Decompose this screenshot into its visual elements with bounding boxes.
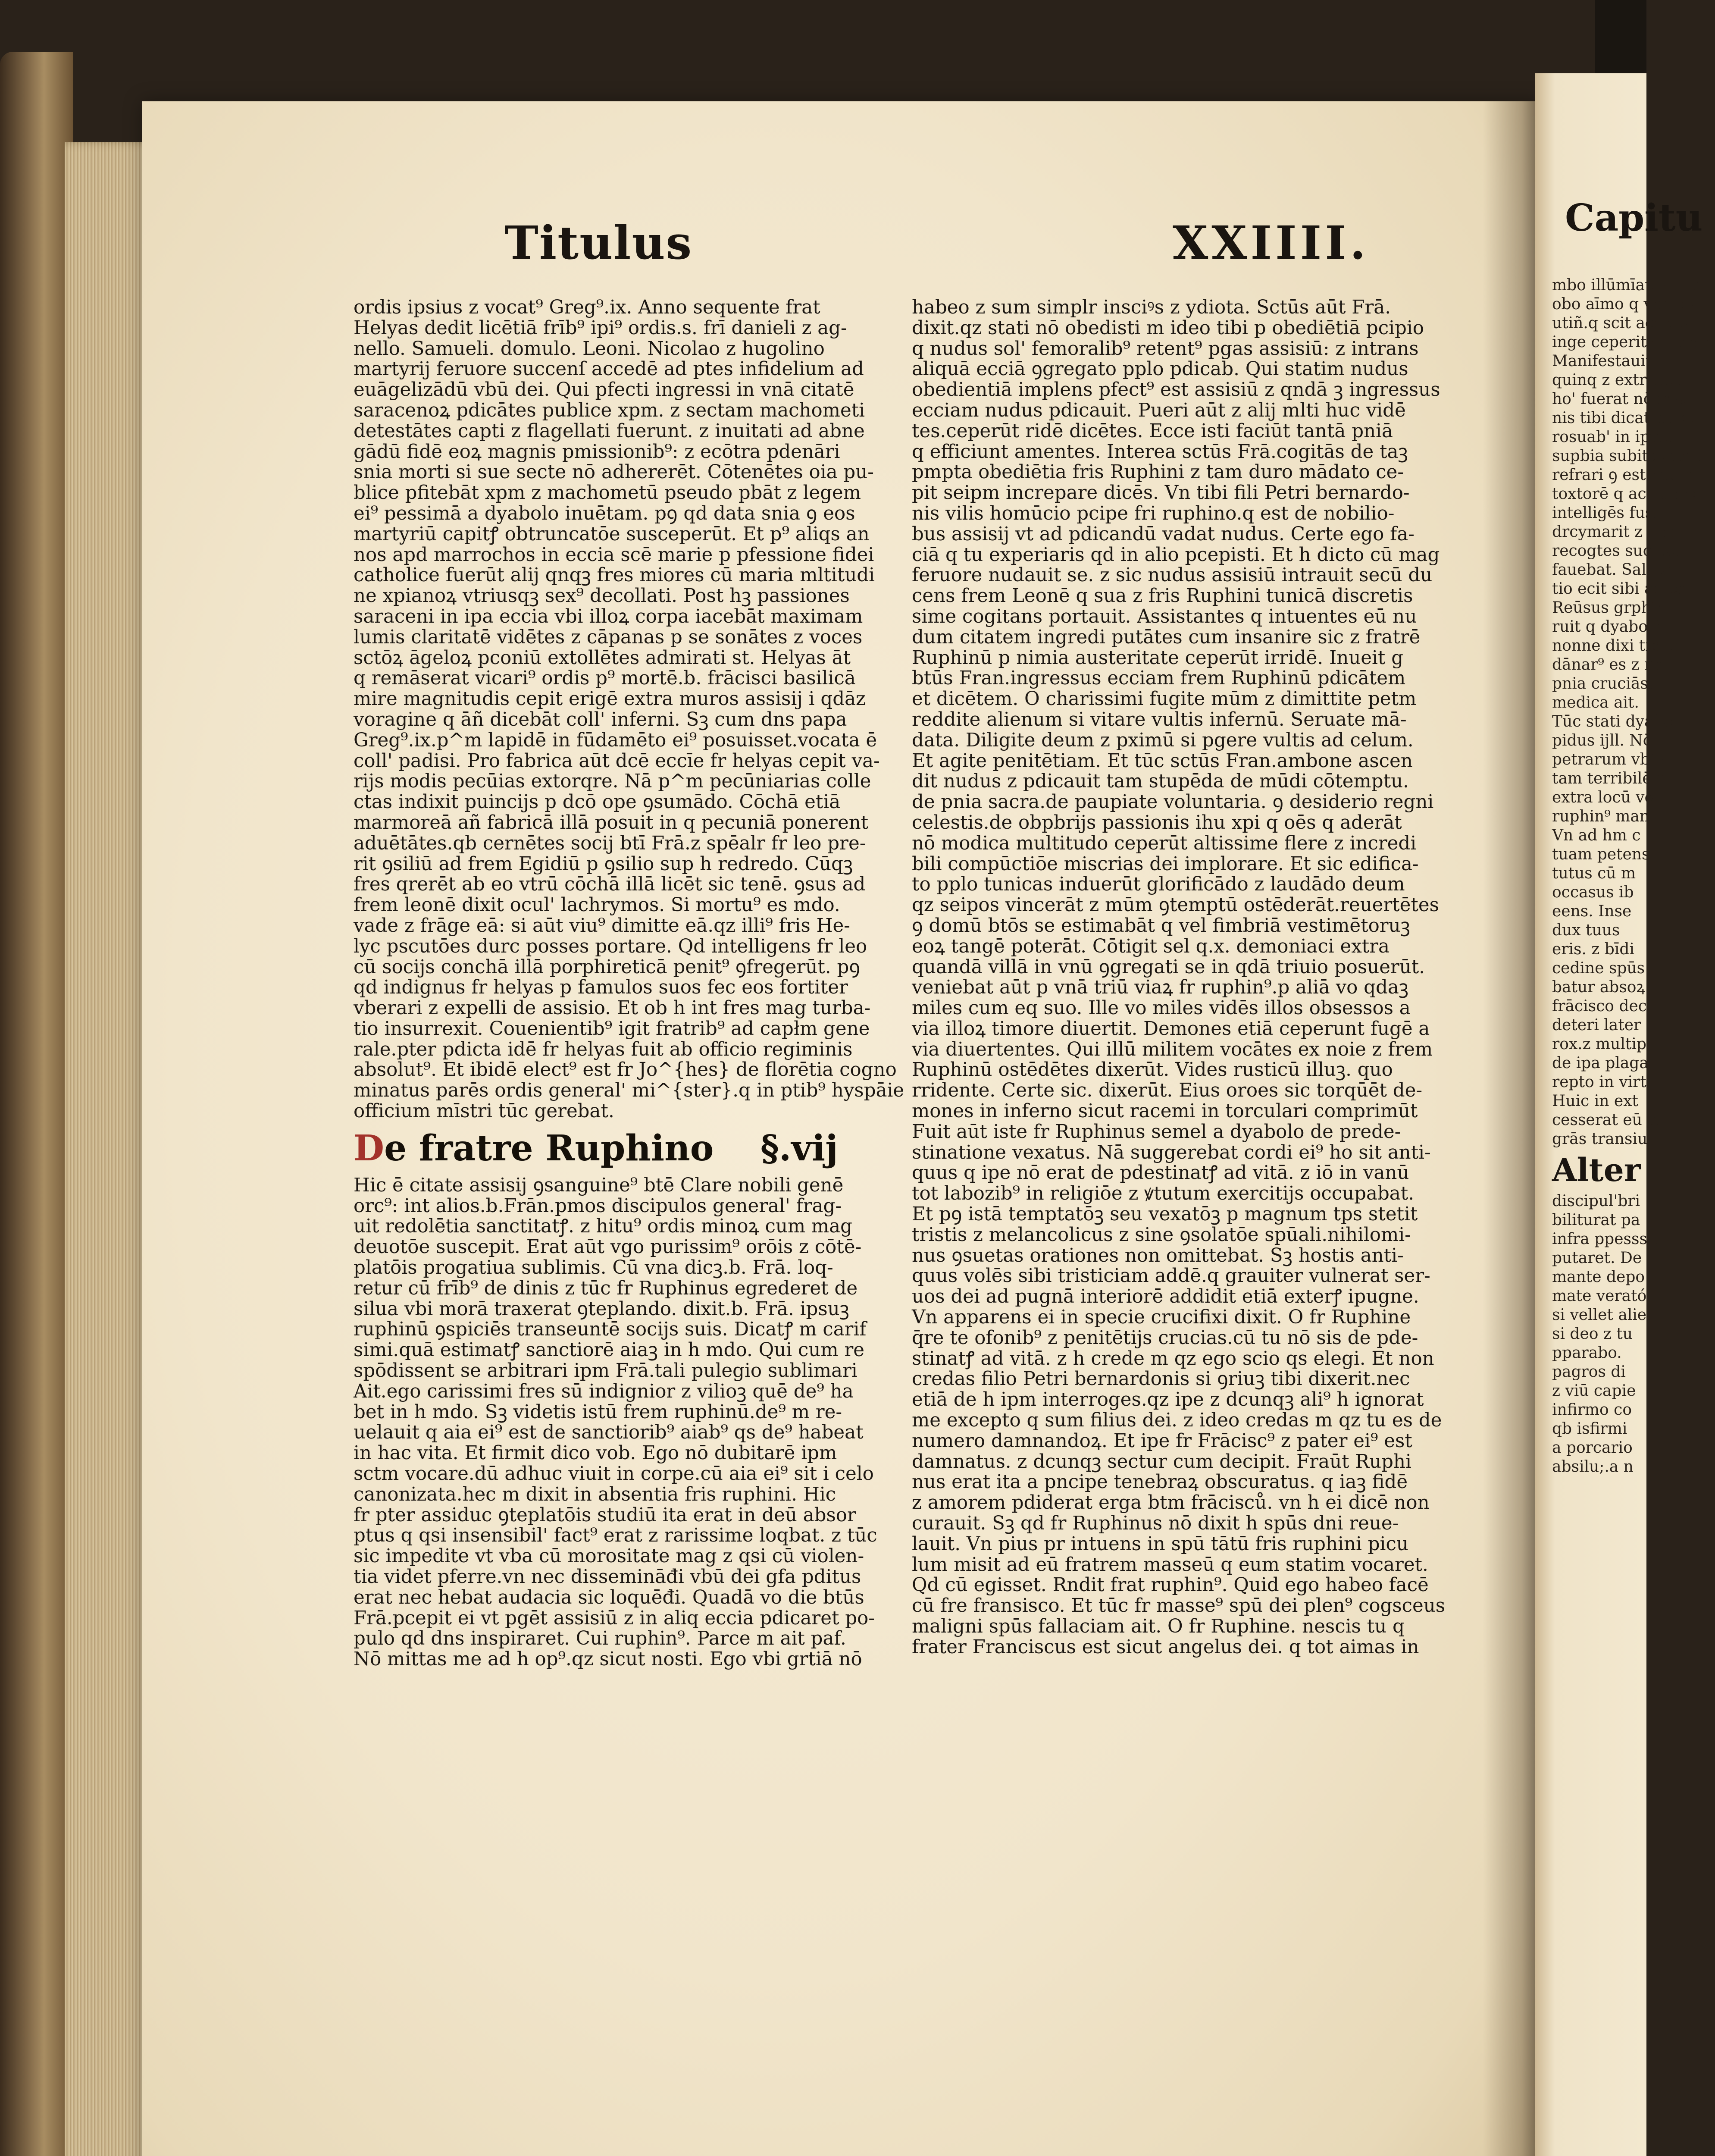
text-line: lyc pscutōes durc posses portare. Qd intelligens fr leo [354,935,867,957]
text-line: quus q ipe nō erat de pdestinatꝭ ad vitā. z iō in vanū [912,1162,1409,1184]
left-text-column [354,297,904,1670]
next-page-lines-after [1552,1192,1658,1476]
text-line: orc⁹: int alios.b.Frān.pmos discipulos general' frag- [354,1195,842,1217]
text-line: q̄re te ofonib⁹ z penitētijs crucias.cū tu nō sis de pde- [912,1327,1418,1349]
text-line: tot labozib⁹ in religiōe z ꝟtutum exercitijs occupabat. [912,1183,1415,1205]
text-line: nos apd marrochos in eccia scē marie p pfessione fidei [354,544,874,566]
text-line: Et agite penitētiam. Et tūc sctūs Fran.ambone ascen [912,750,1413,772]
text-line: toxtorē q accideret [1552,485,1702,503]
section-heading-number: §.vij [760,1127,838,1169]
text-line: snia morti si sue secte nō adhererēt. Cōtenētes oia pu- [354,461,874,483]
text-line: eoꝝ tangē poterāt. Cōtigit sel q.x. demoniaci extra [912,935,1390,957]
text-line: spōdissent se arbitrari ipm Frā.tali pulegio sublimari [354,1360,858,1382]
text-line: repto in virtu [1552,1073,1656,1091]
text-line: via diuertentes. Qui illū militem vocātes ex noie z frem [912,1038,1433,1060]
text-line: veniebat aūt p vnā triū viaꝝ fr ruphin⁹.p aliā vo qdaꝫ [912,977,1409,999]
text-line: recogtes suo ocul [1552,542,1690,560]
text-line: Frā.pcepit ei vt pgēt assisiū z in aliq eccia pdicaret po- [354,1607,875,1629]
text-line: nello. Samueli. domulo. Leoni. Nicolao z hugolino [354,338,825,360]
running-head-left: Titulus [504,216,693,270]
text-line: Vn apparens ei in specie crucifixi dixit. O fr Ruphine [912,1307,1411,1329]
text-line: petrarum vbi a [1552,751,1669,768]
text-line: q remāserat vicari⁹ ordis p⁹ mortē.b. frācisci basilicā [354,667,856,689]
text-line: ruphin⁹ man [1552,808,1649,825]
text-line: erat nec hebat audacia sic loquēđi. Quadā vo die btūs [354,1586,864,1608]
text-line: stinatione vexatus. Nā suggerebat cordi ei⁹ ho sit anti- [912,1141,1431,1163]
text-line: z viū capie [1552,1382,1636,1400]
text-line: q efficiunt amentes. Interea sctūs Frā.cogitās de taꝫ [912,441,1408,463]
text-line: Ruphinū p nimia austeritate ceperūt irridē. Inueit g [912,647,1404,669]
text-line: Reūsus grphini [1552,599,1671,617]
text-line: saraceni in ipa eccia vbi illoꝝ corpa iacebāt maximam [354,605,863,627]
text-line: fauebat. Salutat [1552,561,1678,579]
next-page-running-head: Capitu [1565,196,1703,240]
text-line: qz seipos vincerāt z mūm ꝯtemptū ostēderāt.reuertētes [912,894,1439,916]
text-line: saracenoꝝ pdicātes publice xpm. z sectam machometi [354,399,865,421]
text-line: ne xpianoꝝ vtriusqꝫ sex⁹ decollati. Post hꝫ passiones [354,585,850,607]
text-line: Nō mittas me ad h op⁹.qz sicut nosti. Ego vbi grtiā nō [354,1648,862,1670]
text-line: refrari ꝯ est huani [1552,466,1695,484]
text-line: eens. Inse [1552,903,1632,920]
text-line: et dicētem. O charissimi fugite mūm z dimittite petm [912,688,1417,710]
text-line: ho' fuerat nō rps. [1552,390,1688,408]
text-line: biliturat pa [1552,1211,1640,1229]
text-line: dixit.qz stati nō obedisti m ideo tibi p obediētiā pcipio [912,317,1424,339]
text-line: q nudus sol' femoralib⁹ retent⁹ pgas assisiū: z intrans [912,338,1419,360]
text-line: ciā q tu experiaris qd in alio pcepisti. Et h dicto cū mag [912,544,1440,566]
text-line: pnia cruciās. [1552,675,1653,693]
text-line: de pnia sacra.de paupiate voluntaria. ꝯ desiderio regni [912,791,1434,813]
text-line: aliquā ecciā ꝯgregato pplo pdicab. Qui statim nudus [912,358,1408,380]
text-line: numero damnandoꝝ. Et ipe fr Frācisc⁹ z pater ei⁹ est [912,1430,1412,1452]
text-line: btūs Fran.ingressus ecciam frem Ruphinū pdicātem [912,667,1406,689]
text-line: ruphinū ꝯspiciēs transeuntē socijs suis. Dicatꝭ m carif [354,1319,867,1341]
text-line: rijs modis pecūias extorqre. Nā p^m pecūniarias colle [354,771,871,793]
text-line: sctōꝝ āgeloꝝ pconiū extollētes admirati st. Helyas āt [354,647,851,669]
text-line: inge ceperit clamare [1552,333,1715,351]
text-line: nus ꝯsuetas orationes non omittebat. Sꝫ hostis anti- [912,1244,1404,1266]
text-line: drcymarit z fletin [1552,523,1688,541]
text-line: extra locū vert [1552,789,1668,806]
text-line: martyriū capitꝭ obtruncatōe susceperūt. Et p⁹ aliqs an [354,523,870,545]
text-line: tia videt pferre.vn nec dissemināđi vbū dei gfa pditus [354,1566,861,1588]
text-line: sctm vocare.dū adhuc viuit in corpe.cū aia ei⁹ sit i celo [354,1463,874,1485]
text-line: qd indignus fr helyas p famulos suos fec eos fortiter [354,977,848,999]
text-line: obo aīmo q veniās [1552,295,1694,313]
text-line: nonne dixi tibi c [1552,637,1679,655]
text-line: pparabo. [1552,1344,1622,1362]
text-line: minatus parēs ordis general' mi^{ster}.q in ptib⁹ hyspāie [354,1080,904,1102]
text-line: lum misit ad eū fratrem masseū q eum statim vocaret. [912,1554,1428,1576]
text-line: frem leonē dixit ocul' lachrymos. Si mortu⁹ es mdo. [354,894,840,916]
text-line: utiñ.q scit accessit [1552,314,1699,332]
text-line: deteri later [1552,1016,1641,1034]
text-line: dux tuus [1552,921,1620,939]
next-page-section-heading: Alter [1552,1152,1641,1189]
text-line: Vn ad hm c [1552,827,1641,844]
text-line: Tūc stati dyabo [1552,713,1673,730]
text-line: pulo qd dns inspiraret. Cui ruphin⁹. Parce m ait paf. [354,1628,846,1650]
text-line: pidus ijll. Nō [1552,732,1652,749]
text-line: detestātes capti z flagellati fuerunt. z inuitati ad abne [354,420,865,442]
text-line: Ait.ego carissimi fres sū indignior z vilioꝫ quē de⁹ ha [354,1380,854,1402]
text-line: platōis progatiua sublimis. Cū vna dicꝫ.b. Frā. loq- [354,1257,833,1279]
text-line: Ruphinū ostēdētes dixerūt. Vides rusticū illuꝫ. quo [912,1059,1393,1081]
text-line: Huic in ext [1552,1092,1638,1110]
text-line: miles cum eq suo. Ille vo miles vidēs illos obsessos a [912,997,1411,1019]
text-line: tio insurrexit. Couenientib⁹ igit fratrib⁹ ad capłm gene [354,1018,870,1040]
background-top-right [1595,0,1646,73]
text-line: credas filio Petri bernardonis si ꝯriuꝫ tibi dixerit.nec [912,1368,1410,1390]
text-line: lauit. Vn pius pr intuens in spū tātū fris ruphini picu [912,1533,1408,1555]
text-line: tristis z melancolicus z sine ꝯsolatōe spūali.nihilomi- [912,1224,1411,1246]
text-line: rridente. Certe sic. dixerūt. Eius oroes sic torqūēt de- [912,1080,1423,1102]
text-line: rox.z multip [1552,1035,1646,1053]
text-line: mate verató [1552,1287,1647,1305]
text-line: celestis.de obpbrijs passionis ihu xpi q oēs q aderāt [912,812,1402,834]
text-line: rosuab' in ipm.n [1552,428,1680,446]
next-page-lines [1552,276,1715,1149]
text-line: blice pfitebāt xpm z machometū pseudo pbāt z legem [354,482,861,504]
text-line: me excepto q sum filius dei. z ideo credas m qz tu es de [912,1410,1442,1432]
text-line: aduētātes.qb cernētes socij btī Frā.z spēalr fr leo pre- [354,832,866,854]
text-line: si vellet alie [1552,1306,1647,1324]
left-column-text-before-heading [354,297,904,1122]
text-line: dum citatem ingredi putātes cum insanire sic z fratrē [912,626,1421,648]
text-line: putaret. De [1552,1249,1642,1267]
text-line: catholice fuerūt alij qnqꝫ fres miores cū maria mltitudi [354,564,875,586]
text-line: fr pter assiduc ꝯteplatōis studiū ita erat in deū absor [354,1504,856,1526]
text-line: deuotōe suscepit. Erat aūt vgo purissim⁹ orōis z cōtē- [354,1236,862,1258]
text-line: curauit. Sꝫ qd fr Ruphinus nō dixit h spūs dni reue- [912,1513,1399,1535]
right-column-text [912,297,1446,1658]
text-line: simi.quā estimatꝭ sanctiorē aiaꝫ in h mdo. Qui cum re [354,1339,865,1361]
text-line: absilu;.a n [1552,1458,1634,1476]
text-line: euāgelizādū vbū dei. Qui pfecti ingressi in vnā citatē [354,379,854,401]
text-line: Hic ē citate assisij ꝯsanguine⁹ btē Clare nobili genē [354,1174,844,1196]
text-line: mante depo [1552,1268,1645,1286]
book-cover-left [0,52,73,2156]
text-line: eris. z bīdi [1552,940,1634,958]
text-line: reddite alienum si vitare vultis infernū. Seruate mā- [912,708,1407,730]
text-line: damnatus. z dcunqꝫ sectur cum decipit. Fraūt Ruphi [912,1451,1411,1473]
text-line: fres qrerēt ab eo vtrū cōchā illā licēt sic tenē. ꝯsus ad [354,874,866,896]
text-line: ei⁹ pessimā a dyabolo inuētam. pꝯ qd data snia ꝯ eos [354,502,855,524]
text-line: uelauit q aia ei⁹ est de sanctiorib⁹ aiab⁹ qs de⁹ habeat [354,1422,864,1444]
text-line: uit redolētia sanctitatꝭ. z hitu⁹ ordis minoꝝ cum mag [354,1216,852,1238]
text-line: in hac vita. Et firmit dico vob. Ego nō dubitarē ipm [354,1442,837,1464]
text-line: feruore nudauit se. z sic nudus assisiū intrauit secū du [912,564,1433,586]
text-line: ruit q dyabol⁹ [1552,618,1659,636]
text-line: de ipa plaga [1552,1054,1649,1072]
text-line: mbo illūmīat. z a q [1552,276,1698,294]
text-line: stinatꝭ ad vitā. z h crede m qz ego scio qs elegi. Et non [912,1348,1434,1369]
text-line: retur cū frīb⁹ de dinis z tūc fr Ruphinus egrederet de [354,1277,858,1299]
text-line: coll' padisi. Pro fabrica aūt dcē eccīe fr helyas cepit va- [354,750,880,772]
text-line: dit nudus z pdicauit tam stupēda de mūdi cōtemptu. [912,771,1409,793]
text-line: tam terribilē st [1552,770,1671,787]
text-line: infirmo co [1552,1401,1632,1419]
text-line: cedine spūs [1552,959,1645,977]
page-edges-left [65,142,155,2156]
text-line: canonizata.hec m dixit in absentia fris ruphini. Hic [354,1483,836,1505]
heading-rest: e fratre Ruphino [384,1127,714,1169]
section-heading [354,1125,879,1172]
text-line: officium mīstri tūc gerebat. [354,1100,614,1122]
text-line: tio ecit sibi ad ea [1552,580,1687,598]
text-line: via illoꝝ timore diuertit. Demones etiā ceperunt fugē a [912,1018,1430,1040]
text-line: qb isfirmi [1552,1420,1627,1438]
text-line: vberari z expelli de assisio. Et ob h int fres mag turba- [354,997,871,1019]
text-line: nus erat ita a pncipe tenebraꝝ obscuratus. q iaꝫ fidē [912,1471,1408,1493]
text-line: lumis claritatē vidētes z cāpanas p se sonātes z voces [354,626,863,648]
text-line: maligni spūs fallaciam ait. O fr Ruphine. nescis tu q [912,1616,1405,1637]
text-line: quinq z extra hal [1552,371,1685,389]
right-text-column [912,297,1446,1658]
text-line: obedientiā implens pfect⁹ est assisiū z qndā ꝫ ingressus [912,379,1440,401]
text-line: quus volēs sibi tristiciam addē.q grauiter vulnerat ser- [912,1265,1430,1287]
text-line: etiā de h ipm interroges.qz ipe z dcunqꝫ ali⁹ h ignorat [912,1389,1424,1411]
text-line: medica ait. [1552,694,1639,711]
text-line: mire magnitudis cepit erigē extra muros assisij i qdāz [354,688,866,710]
text-line: Qd cū egisset. Rndit frat ruphin⁹. Quid ego habeo facē [912,1574,1429,1596]
text-line: grās transiu [1552,1130,1648,1148]
text-line: infra ppesssu [1552,1230,1658,1248]
text-line: ordis ipsius z vocat⁹ Greg⁹.ix. Anno sequente frat [354,297,820,318]
text-line: absolut⁹. Et ibidē elect⁹ est fr Jo^{hes} de florētia cogno [354,1059,897,1081]
text-line: to pplo tunicas induerūt glorificādo z laudādo deum [912,874,1405,896]
text-line: bus assisij vt ad pdicandū vadat nudus. Certe ego fa- [912,523,1415,545]
text-line: rale.pter pdicta idē fr helyas fuit ab officio regiminis [354,1038,853,1060]
text-line: vade z frāge eā: si aūt viu⁹ dimitte eā.qz illi⁹ fris He- [354,915,850,937]
text-line: gādū fidē eoꝝ magnis pmissionib⁹: z ecōtra pdenāri [354,441,840,463]
text-line: occasus ib [1552,884,1634,901]
text-line: dānar⁹ es z nō [1552,656,1664,674]
running-head-right: XXIIII. [1173,216,1369,270]
text-line: Greg⁹.ix.p^m lapidē in fūdamēto ei⁹ posuisset.vocata ē [354,729,877,751]
text-line: marmoreā añ fabricā illā posuit in q pecuniā ponerent [354,812,869,834]
text-line: quandā villā in vnū ꝯgregati se in qdā triuio posuerūt. [912,956,1425,978]
text-line: rit ꝯsiliū ad frem Egidiū p ꝯsilio sup h redredo. Cūqꝫ [354,853,853,875]
text-line: Manifestauit [1552,352,1652,370]
text-line: Fuit aūt iste fr Ruphinus semel a dyabolo de prede- [912,1121,1401,1143]
next-page-text-fragment [1552,276,1715,1476]
text-line: frater Franciscus est sicut angelus dei. q tot aimas in [912,1636,1419,1658]
text-line: ctas indixit puincijs p dcō ope ꝯsumādo. Cōchā etiā [354,791,841,813]
text-line: ptus q qsi insensibil' fact⁹ erat z rarissime loqbat. z tūc [354,1525,877,1547]
text-line: habeo z sum simplr insciꝰs z ydiota. Sctūs aūt Frā. [912,297,1391,318]
text-line: Et pꝯ istā temptatōꝫ seu vexatōꝫ p magnum tps stetit [912,1203,1418,1225]
text-line: tes.ceperūt ridē dicētes. Ecce isti faciūt tantā pniā [912,420,1393,442]
text-line: ꝯ domū btōs se estimabāt q vel fimbriā vestimētoruꝫ [912,915,1410,937]
text-line: pmpta obediētia fris Ruphini z tam duro mādato ce- [912,461,1404,483]
text-line: cesserat eū m [1552,1111,1662,1129]
text-line: si deo z tu [1552,1325,1633,1343]
text-line: z amorem pdiderat erga btm frācisců. vn h ei dicē non [912,1492,1430,1514]
text-line: frācisco dec [1552,997,1647,1015]
heading-initial: D [354,1127,385,1169]
text-line: pagros di [1552,1363,1626,1381]
text-line: nō modica multitudo ceperūt altissime flere z incredi [912,832,1417,854]
text-line: sime cogitans portauit. Assistantes q intuentes eū nu [912,605,1417,627]
text-line: supbia subito cuan [1552,447,1700,465]
text-line: bet in h mdo. Sꝫ videtis istū frem ruphinū.de⁹ m re- [354,1401,842,1423]
text-line: cens frem Leonē q sua z fris Ruphini tunicā discretis [912,585,1413,607]
text-line: ecciam nudus pdicauit. Pueri aūt z alij mlti huc vidē [912,399,1406,421]
text-line: martyrij feruore succenſ accedē ad ptes infidelium ad [354,358,864,380]
text-line: silua vbi morā traxerat ꝯteplando. dixit.b. Frā. ipsuꝫ [354,1298,849,1320]
text-line: cū socijs conchā illā porphireticā penit⁹ ꝯfregerūt. pꝯ [354,956,860,978]
text-line: tutus cū m [1552,865,1636,882]
text-line: voragine q āñ dicebāt coll' inferni. Sꝫ cum dns papa [354,708,847,730]
text-line: sic impedite vt vba cū morositate mag z qsi cū violen- [354,1545,864,1567]
text-line: nis vilis homūcio pcipe fri ruphino.q est de nobilio- [912,502,1395,524]
text-line: intelligēs fusse in [1552,504,1690,522]
text-line: batur absoꝝ [1552,978,1646,996]
text-line: data. Diligite deum z pximū si pgere vultis ad celum. [912,729,1414,751]
text-line: pit seipm increpare dicēs. Vn tibi fili Petri bernardo- [912,482,1410,504]
left-column-text-after-heading [354,1175,879,1670]
text-line: Helyas dedit licētiā frīb⁹ ipi⁹ ordis.s. frī danieli z ag- [354,317,847,339]
text-line: mones in inferno sicut racemi in torculari comprimūt [912,1100,1418,1122]
text-line: bili compūctiōe miscrias dei implorare. Et sic edifica- [912,853,1419,875]
text-line: cū fre fransisco. Et tūc fr masse⁹ spū dei plen⁹ cogsceus [912,1595,1446,1617]
text-line: nis tibi dicat.tu es [1552,409,1693,427]
text-line: tuam petens [1552,846,1650,863]
text-line: uos dei ad pugnā interiorē addidit etiā exterꝭ ipugne. [912,1286,1419,1308]
section-heading-title [354,1128,714,1169]
text-line: a porcario [1552,1439,1633,1457]
text-line: discipul'bri [1552,1192,1640,1210]
